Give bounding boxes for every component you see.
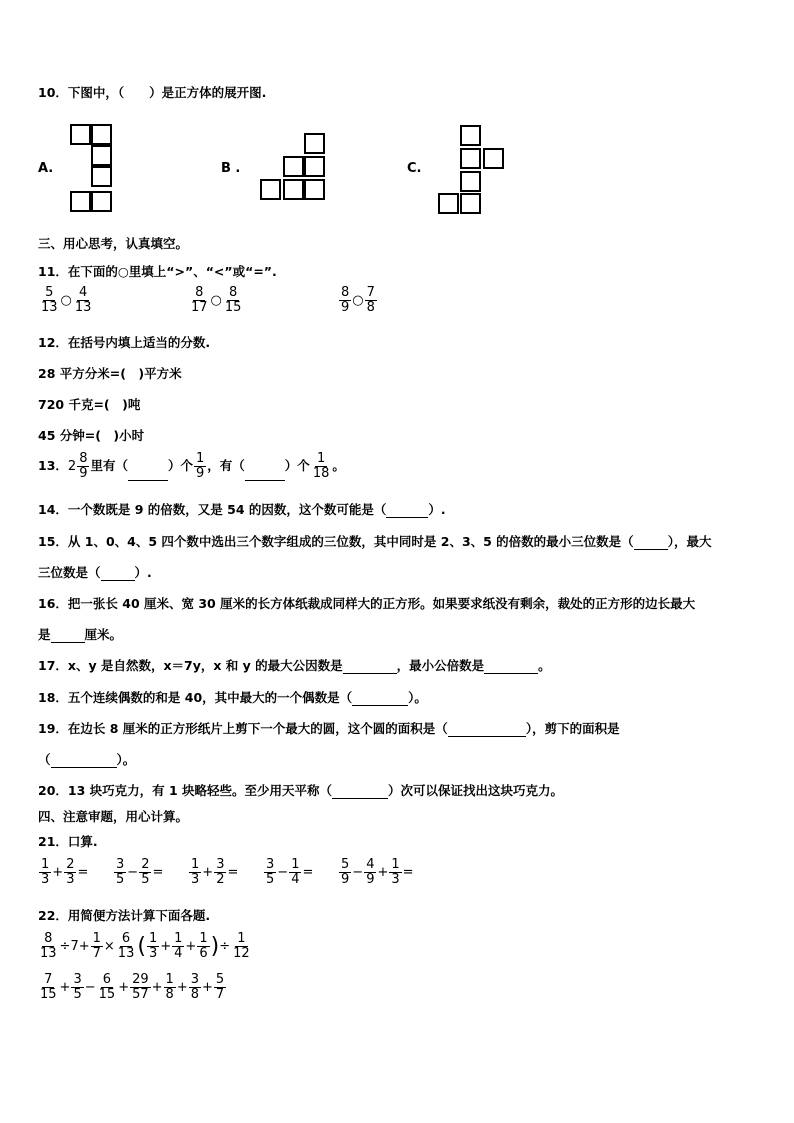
answer-blank[interactable] xyxy=(245,467,285,481)
fraction: $\frac{1}{18}$ xyxy=(312,451,330,481)
net-square xyxy=(460,193,481,214)
q11-text: 11．在下面的○里填上“>”、“<”或“=”. xyxy=(38,264,277,279)
q12-line-3: 45 分钟=( )小时 xyxy=(38,428,145,443)
answer-blank[interactable] xyxy=(51,754,117,768)
fraction: $\frac{8}{15}$ xyxy=(224,285,242,315)
q13-line: 13．2 $\frac{8}{9}$ 里有（ ）个 $\frac{1}{9}$ ，有（ ）个 $\frac{1}{18}$ 。 xyxy=(38,451,345,481)
option-b-label: B . xyxy=(221,161,241,176)
net-square xyxy=(91,145,112,166)
q11-item-3 xyxy=(338,286,378,315)
answer-blank[interactable] xyxy=(51,629,85,643)
q21-expr-3: $\frac{1}{3}$ + $\frac{3}{2}$ = xyxy=(191,857,239,887)
q16-text-1: 16．把一张长 40 厘米、宽 30 厘米的长方体纸裁成同样大的正方形。如果要求纸没有剩余，裁处的正方形的边长最大 xyxy=(38,596,696,611)
net-square xyxy=(70,124,91,145)
answer-blank[interactable] xyxy=(484,660,538,674)
q19-text-1: 19．在边长 8 厘米的正方形纸片上剪下一个最大的圆，这个圆的面积是（ ），剪下的面积是 xyxy=(38,721,620,736)
net-square xyxy=(460,171,481,192)
net-square xyxy=(283,156,304,177)
net-square xyxy=(460,125,481,146)
answer-blank[interactable] xyxy=(634,536,668,550)
fraction: $\frac{4}{13}$ xyxy=(74,285,92,315)
section-4-heading: 四、注意审题，用心计算。 xyxy=(38,809,189,824)
compare-circle[interactable]: ○ xyxy=(352,293,364,308)
section-3-heading: 三、用心思考，认真填空。 xyxy=(38,236,189,251)
q22-text: 22．用简便方法计算下面各题. xyxy=(38,908,211,923)
q12-line-2: 720 千克=( )吨 xyxy=(38,397,141,412)
q14-text: 14．一个数既是 9 的倍数，又是 54 的因数，这个数可能是（ ）. xyxy=(38,502,446,517)
net-square xyxy=(91,191,112,212)
answer-blank[interactable] xyxy=(448,723,526,737)
q15-text-2: 三位数是（ ）. xyxy=(38,565,152,580)
net-square xyxy=(304,156,325,177)
answer-blank[interactable] xyxy=(386,504,428,518)
q12-line-1: 28 平方分米=( )平方米 xyxy=(38,366,182,381)
answer-blank[interactable] xyxy=(332,785,388,799)
q21-expr-1: $\frac{1}{3}$ + $\frac{2}{3}$ = xyxy=(41,857,89,887)
q10-text: 10．下图中，（ ）是正方体的展开图. xyxy=(38,85,267,100)
net-square xyxy=(460,148,481,169)
fraction: $\frac{8}{9}$ xyxy=(79,451,88,481)
q12-text: 12．在括号内填上适当的分数. xyxy=(38,335,211,350)
q20-text: 20．13 块巧克力，有 1 块略轻些。至少用天平称（ ）次可以保证找出这块巧克力。 xyxy=(38,783,564,798)
q22-expr-1: $\frac{8}{13}$ ÷7+ $\frac{1}{7}$ × $\frac{6}{13}$ ( $\frac{1}{3}$ + $\frac{1}{4}$ + $\frac{1}{6}$ )÷ $\frac{1}{12}$ xyxy=(40,931,250,961)
net-square xyxy=(438,193,459,214)
q11-item-2 xyxy=(188,286,244,315)
net-square xyxy=(260,179,281,200)
fraction: $\frac{8}{9}$ xyxy=(341,285,350,315)
q21-expr-4: $\frac{3}{5}$ − $\frac{1}{4}$ = xyxy=(266,857,314,887)
net-square xyxy=(70,191,91,212)
q15-text-1: 15．从 1、0、4、5 四个数中选出三个数字组成的三位数，其中同时是 2、3、5 的倍数的最小三位数是（ ），最大 xyxy=(38,534,712,549)
compare-circle[interactable]: ○ xyxy=(210,293,222,308)
answer-blank[interactable] xyxy=(343,660,397,674)
fraction: $\frac{8}{17}$ xyxy=(191,285,208,315)
q21-expr-2: $\frac{3}{5}$ − $\frac{2}{5}$ = xyxy=(116,857,164,887)
answer-blank[interactable] xyxy=(101,567,135,581)
q11-item-1 xyxy=(38,286,94,315)
net-square xyxy=(283,179,304,200)
answer-blank[interactable] xyxy=(352,692,408,706)
net-square xyxy=(304,179,325,200)
net-square xyxy=(483,148,504,169)
answer-blank[interactable] xyxy=(128,467,168,481)
q17-text: 17．x、y 是自然数，x＝7y，x 和 y 的最大公因数是 ，最小公倍数是 。 xyxy=(38,658,551,673)
option-a-label: A. xyxy=(38,161,54,176)
fraction: $\frac{1}{9}$ xyxy=(196,451,205,481)
net-square xyxy=(91,166,112,187)
q21-text: 21．口算. xyxy=(38,834,98,849)
q22-expr-2: $\frac{7}{15}$ + $\frac{3}{5}$ − $\frac{6}{15}$ + $\frac{29}{57}$ + $\frac{1}{8}$ + $\frac{3}{8}$ + $\frac{5}{7}$ xyxy=(40,972,225,1002)
q19-text-2: （ ）。 xyxy=(38,752,136,767)
q21-expr-5: $\frac{5}{9}$ − $\frac{4}{9}$ + $\frac{1}{3}$ = xyxy=(341,857,414,887)
fraction: $\frac{7}{8}$ xyxy=(366,285,375,315)
net-square xyxy=(304,133,325,154)
q16-text-2: 是 厘米。 xyxy=(38,627,123,642)
net-square xyxy=(91,124,112,145)
compare-circle[interactable]: ○ xyxy=(60,293,72,308)
option-c-label: C. xyxy=(407,161,422,176)
q18-text: 18．五个连续偶数的和是 40，其中最大的一个偶数是（ ）。 xyxy=(38,690,427,705)
fraction: $\frac{5}{13}$ xyxy=(41,285,58,315)
